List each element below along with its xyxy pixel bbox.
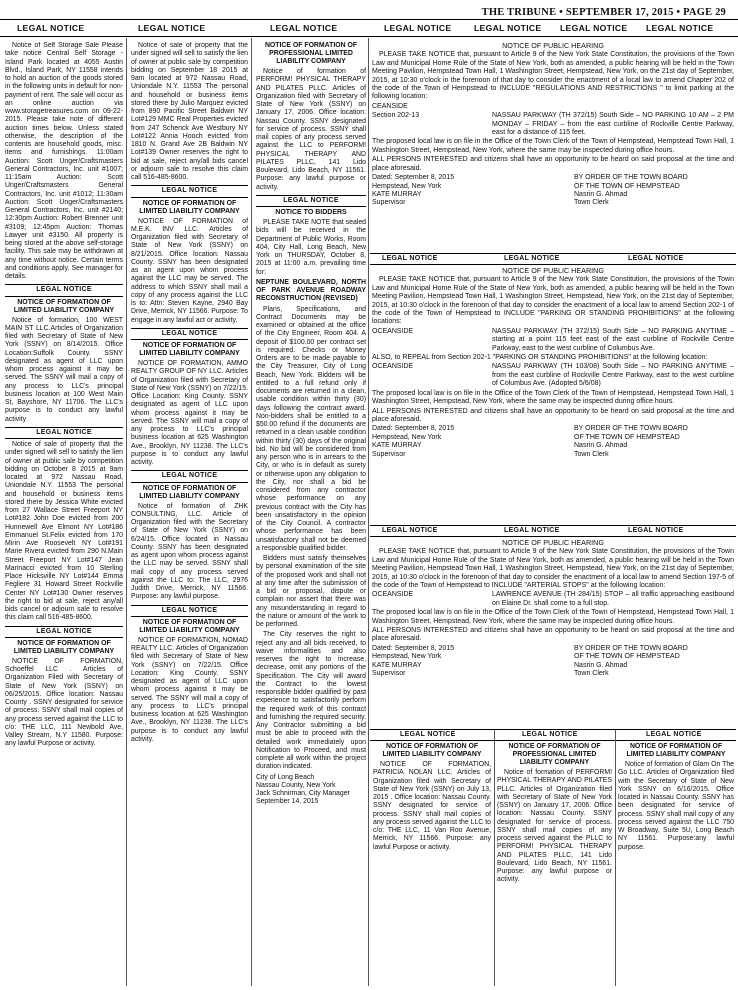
signature-left: Dated: September 8, 2015 Hempstead, New York KATE MURRAY Supervisor bbox=[372, 644, 455, 678]
public-hearing-3 bbox=[372, 538, 734, 728]
hearing-signature bbox=[372, 174, 734, 208]
project-title: NEPTUNE BOULEVARD, NORTH OF PARK AVENUE ROADWAY RECONSTRUCTION (REVISED) bbox=[256, 278, 366, 303]
notice-body: NOTICE OF FORMATION, PATRICIA NOLAN LLC. Articles of Organization filed with Secretary of State of New York (SSNY) on July 13, 2015 . Office location: Nassau County. SSNY designated for service of process. SSNY shall mail copies of any process served against the LLC to c/o: THE LLC, 11 Van Roo Avenue, Merrick, NY 11566. Purpose: any lawful Purpose or activity. bbox=[373, 761, 491, 851]
hearing-closing: ALL PERSONS INTERESTED and citizens shall have an opportunity to be heard on said proposal at the time and place aforesaid. bbox=[372, 156, 734, 172]
signature: City of Long Beach bbox=[256, 773, 315, 781]
header-rule bbox=[0, 19, 738, 20]
legal-notice-label: LEGAL NOTICE bbox=[270, 23, 338, 33]
location-detail: NASSAU PARKWAY (TH 372/15) South Side – NO PARKING 10 AM – 2 PM MONDAY – FRIDAY – from the east curbline of Rockville Centre Parkway, east for a distance of 115 feet. bbox=[492, 112, 734, 137]
header-rule-lower bbox=[0, 36, 738, 37]
legal-notice-label: LEGAL NOTICE bbox=[256, 195, 366, 207]
signature: Jack Schnirman, City Manager bbox=[256, 790, 350, 797]
notice-title: NOTICE OF FORMATION OF LIMITED LIABILITY COMPANY bbox=[13, 298, 115, 314]
location-name: OCEANSIDE bbox=[372, 327, 414, 335]
hearing-body: The proposed local law is on file in the Office of the Town Clerk of the Town of Hempstead, Hempstead Town Hall, 1 Washington Street, Hempstead, New York, where the same may be inspected during office hours. bbox=[372, 389, 734, 406]
notice-title: NOTICE OF FORMATION OF LIMITED LIABILITY COMPANY bbox=[139, 618, 240, 634]
signature-left: Dated: September 8, 2015 Hempstead, New York KATE MURRAY Supervisor bbox=[372, 425, 455, 458]
legal-notice bbox=[131, 185, 248, 325]
location-name: CEANSIDE bbox=[372, 102, 408, 110]
section-rule bbox=[370, 740, 736, 741]
notice-body: Notice of formation, 100 WEST MAIN ST LLC.Articles of Organization filed with Secretary of State of New York (SSNY) on 8/14/2015. Office Location:Suffolk County. SSNY designated as agent of LLC upon whom process against it may be served. The SSNY will mail a copy of any process to LLC's principal business location at 100 West Main St, Bayshore, NY 11706. The LLC's purpose is to conduct any lawful activity bbox=[5, 316, 123, 423]
legal-notice-label: LEGAL NOTICE bbox=[5, 626, 123, 638]
hearing-title: NOTICE OF PUBLIC HEARING bbox=[502, 41, 604, 50]
hearing-location-row bbox=[372, 103, 734, 111]
legal-notice-label: LEGAL NOTICE bbox=[474, 23, 542, 33]
legal-notice bbox=[256, 195, 366, 807]
bottom-notice-1 bbox=[373, 743, 491, 986]
notice-body: Notice of formation of PERFORM! PHYSICAL THERAPY AND PILATES PLLC. Articles of Organization filed with Secretary of State of New York (SSNY) on January 17, 2006. Office location: Nassau County. SSNY designated for service of process. SSNY shall mail copies of any process served against the PLLC to PERFORM! PHYSICAL THERAPY AND PILATES PLLC, 141 Lido Boulevard, Lido Beach, NY 11561. Purpose: any lawful purpose or activity. bbox=[497, 769, 612, 884]
hearing-location-row bbox=[372, 112, 734, 137]
section-rule bbox=[370, 525, 736, 526]
signature-right: BY ORDER OF THE TOWN BOARD OF THE TOWN OF HEMPSTEAD Nasrin G. Ahmad Town Clerk bbox=[574, 174, 688, 207]
legal-notice-label: LEGAL NOTICE bbox=[646, 23, 714, 33]
signature: September 14, 2015 bbox=[256, 798, 319, 806]
notice-title: NOTICE OF FORMATION OF PROFESSIONAL LIMITED LIABILITY COMPANY bbox=[264, 42, 358, 65]
legal-notice-label: LEGAL NOTICE bbox=[646, 731, 702, 738]
legal-notice bbox=[5, 626, 123, 749]
location-name: OCEANSIDE bbox=[372, 363, 414, 371]
location-name: Section 202-13 bbox=[372, 112, 420, 120]
legal-notice bbox=[131, 605, 248, 745]
hearing-location-row bbox=[372, 591, 734, 608]
notice-body: Bidders must satisfy themselves by personal examination of the site of the proposed work and shall not at any time after the submission of a bid or proposal, dispute or complain nor assert that there was any misunderstanding in regard to the nature or amount of the work to be performed. bbox=[256, 555, 366, 628]
legal-notice-label: LEGAL NOTICE bbox=[131, 605, 248, 617]
legal-notice-label-row bbox=[0, 23, 738, 37]
section-rule bbox=[370, 536, 736, 537]
legal-notice bbox=[5, 427, 123, 623]
hearing-intro: PLEASE TAKE NOTICE that, pursuant to Article 9 of the New York State Constitution, the provisions of the Town Law and Municipal Home Rule of the State of New York, both as amended, a public hearing will be held in the Town Meeting Pavilion, Hempstead Town Hall, 1 Washington Street, Hempstead, New York, on the 21st day of September, 2015, at 10:30 o'clock in the forenoon of that day to consider the enactment of a local law to amend Chapter 202 of the code of the Town of Hempstead to INCLUDE "REGULATIONS AND RESTRICTIONS " to limit parking at the following location: bbox=[372, 51, 734, 101]
legal-notice-label: LEGAL NOTICE bbox=[504, 527, 560, 534]
legal-notice-label: LEGAL NOTICE bbox=[382, 255, 438, 262]
hearing-intro: PLEASE TAKE NOTICE that, pursuant to Article 9 of the New York State Constitution, the provisions of the Town Law and Municipal Home Rule of the State of New York, both as amended, a public hearing will be held in the Town Meeting Pavilion, Hempstead Town Hall, 1 Washington Street, Hempstead, New York, on the 21st day of September, 2015, at 10:30 o'clock in the forenoon of that day to consider the enactment of a local law to amend Section 197-5 of the code of the Town of Hempstead to INCLUDE "ARTERIAL STOPS" at the following location: bbox=[372, 548, 734, 590]
hearing-location-row bbox=[372, 363, 734, 388]
notice-body: Notice of sale of property that the under signed will sell to satisfy the lien of owner at public sale by competition bidding on September 18 2015 at 9am located at 972 Nassau Road, Uniondale N.Y. 11553 The personal and household or business items stored there by Julio Marquez evicted from 890 Pacific Street Baldwin NY Lot#129 MMC Real Properties evicted from 247 Schenck Ave Westbury NY Lot#122 Annia Hooch evicted from 1810 N. Grand Ave 2B Baldwin NY Lot#139 Owner reserves the right to bid at sale, reject any/all bids cancel or adjourn sale to resolve this claim call 516-485-8600. bbox=[131, 42, 248, 181]
legal-notice-label: LEGAL NOTICE bbox=[5, 284, 123, 296]
hearing-intro: PLEASE TAKE NOTICE that, pursuant to Article 9 of the New York State Constitution, the provisions of the Town Law and Municipal Home Rule of the State of New York, both as amended, a public hearing will be held in the Town Meeting Pavilion, Hempstead Town Hall, 1 Washington Street, Hempstead, New York, on the 21st day of September, 2015, at 10:30 o'clock in the forenoon of that day to consider the enactment of a local law to amend Section 202-1 of the code of the Town of Hempstead to INCLUDE "PARKING OR STANDING PROHIBITIONS" at the following locations: bbox=[372, 276, 734, 326]
column-divider bbox=[126, 38, 127, 986]
legal-notice-label: LEGAL NOTICE bbox=[522, 731, 578, 738]
notice-body: Notice of formation of ZHK CONSULTING, LLC. Article of Organization filed with the Secretary of State of New York (SSNY) on 6/24/15. Office located in Nassau County. SSNY has been designated as agent upon whom process against the LLC may be served. SSNY shall mail copy of any process served against the LLC to: The LLC, 2976 Judith Drive, Merrick, NY 11566. Purpose: any lawful purpose. bbox=[131, 502, 248, 601]
column-divider bbox=[615, 730, 616, 986]
location-detail: NASSAU PARKWAY (TH 103/08) South Side – NO PARKING ANYTIME – from the east curbline of Rockville Centre Parkway, east to the west curbline of Columbus Ave. (Adopted 5/6/08) bbox=[492, 363, 734, 388]
bottom-notice-2 bbox=[497, 743, 612, 986]
notice-body: PLEASE TAKE NOTE that sealed bids will be received in the Department of Public Works, Room 404, City Hall, Long Beach, New York on THURSDAY, October 8, 2015 at 11:00 a.m. prevailing time for: bbox=[256, 219, 366, 276]
legal-notice bbox=[131, 470, 248, 601]
public-hearing-1 bbox=[372, 41, 734, 252]
legal-notice-label: LEGAL NOTICE bbox=[5, 427, 123, 439]
notice-body: Notice of formation of Glam On The Go LLC. Articles of Organization filed with the Secretary of State of New York SSNY on 6/16/2015. Office located in Nassau County. SSNY has been designated for service of process. SSNY shall mail copy of any process served against the LLC 750 W Broadway, Suite 5U, Long Beach NY 11561. Purpose:any lawful purpose. bbox=[618, 761, 734, 851]
column-divider bbox=[251, 38, 252, 986]
notice-body: NOTICE OF FORMATION of M.E.K. INV LLC. Articles of Organization filed with Secretary of State of New York (SSNY) on 8/21/2015. Office location: Nassau County. SSNY has been designated as an agent upon whom process against the LLC may be served. The address to which SSNY shall mail a copy of any process against the LLC is to: Attn: Steven Kayne, 2940 Bay Drive, Merrick, NY 11566. Purpose: To engage in any lawful act or activity. bbox=[131, 217, 248, 324]
location-detail: LAWRENCE AVENUE (TH 284/15) STOP – all traffic approaching eastbound on Elaine Dr. shall come to a full stop. bbox=[492, 591, 734, 607]
notice-title: NOTICE OF FORMATION OF LIMITED LIABILITY COMPANY bbox=[139, 484, 240, 500]
page-header bbox=[0, 0, 738, 22]
hearing-location-row bbox=[372, 328, 734, 353]
column-divider bbox=[494, 730, 495, 986]
legal-notice-label: LEGAL NOTICE bbox=[17, 23, 85, 33]
section-rule bbox=[370, 729, 736, 730]
public-hearing-2 bbox=[372, 266, 734, 524]
notice-title: NOTICE OF FORMATION OF LIMITED LIABILITY COMPANY bbox=[626, 743, 726, 758]
bottom-notice-3 bbox=[618, 743, 734, 986]
legal-notice bbox=[131, 328, 248, 468]
legal-notice-label: LEGAL NOTICE bbox=[400, 731, 456, 738]
column-divider bbox=[368, 38, 369, 986]
column-1 bbox=[5, 42, 123, 986]
hearing-body: The proposed local law is on file in the Office of the Town Clerk of the Town of Hempstead, Hempstead Town Hall, 1 Washington Street, Hempstead, New York, where the same may be inspected during office hours. bbox=[372, 609, 734, 625]
notice-title: NOTICE OF FORMATION OF PROFESSIONAL LIMITED LIABILITY COMPANY bbox=[508, 743, 601, 766]
legal-notice-label: LEGAL NOTICE bbox=[138, 23, 206, 33]
hearing-body: The proposed local law is on file in the Office of the Town Clerk of the Town of Hempstead, Hempstead Town Hall, 1 Washington Street, Hempstead, New York, where the same may be inspected during office hours. bbox=[372, 138, 734, 154]
notice-body: Notice of formation of PERFORM! PHYSICAL THERAPY AND PILATES PLLC. Articles of Organization filed with Secretary of State of New York (SSNY) on January 17, 2006. Office location: Nassau County. SSNY designated for service of process. SSNY shall mail copies of any process served against the LLC to PERFORM! PHYSICAL THERAPY AND PILATES PLLC, 141 Lido Boulevard, Lido Beach, NY 11561. Purpose: any lawful purpose or activity. bbox=[256, 68, 366, 191]
signature-left: Dated: September 8, 2015 Hempstead, New York KATE MURRAY Supervisor bbox=[372, 174, 455, 207]
notice-body: Notice of Self Storage Sale Please take notice Central Self Storage - Island Park located at 4055 Austin Blvd., Island Park, NY 11558 intends to hold an auction of the goods stored in the following units in default for non-payment of rent. The sale will occur as an online auction via www.storagetreasures.com on 09-22-2015. Please take note of different auction times below. Unless stated otherwise, the description of the contents are household goods, misc. items and furnishings. 11:00am Auction: Scott Unger/Craftsmasters General Contractors, Inc. unit #1007; 11:15am Auction: Scott Unger/Craftsmasters General Contractors, Inc. unit #1012; 11:30am Auction: Scott Unger/Craftsmasters General Contractors, Inc. unit #2140; 12:30pm Auction: Robert Brenner unit #3109; 12:45pm Auction: Thomas Lawyer unit #3150. All property is being stored at the above self-storage facility. This sale may be withdrawn at any time without notice. Certain terms and conditions apply. See manager for details. bbox=[5, 42, 123, 280]
legal-notice bbox=[5, 284, 123, 424]
section-rule bbox=[370, 253, 736, 254]
notice-body: The City reserves the right to reject any and all bids received, to waive informalities and also reserves the right to increase, decrease, omit any portions of the Specification. The City will award the Contract to the lowest responsible bidder qualified by past experience to satisfactorily perform the required work of this contract and furnishing the required security. Any Contractor submitting a bid must be able to proceed with the detailed work immediately upon Notification to Proceed, and must complete all work within the project duration indicated. bbox=[256, 631, 366, 771]
notice-title: NOTICE OF FORMATION OF LIMITED LIABILITY COMPANY bbox=[382, 743, 482, 758]
column-2 bbox=[131, 42, 248, 986]
hearing-also: ALSO, to REPEAL from Section 202-1 "PARKING OR STANDING PROHIBITIONS" at the following location: bbox=[372, 354, 708, 362]
legal-notice-label: LEGAL NOTICE bbox=[628, 255, 684, 262]
location-detail: NASSAU PARKWAY (TH 372/15) South Side – NO PARKING ANYTIME – starting at a point 115 feet east of the east curbline of Rockville Centre Parkway, east to the west curbline of Columbus Ave. bbox=[492, 327, 734, 352]
signature: Nassau County, New York bbox=[256, 781, 336, 789]
location-detail bbox=[492, 103, 734, 111]
signature-right: BY ORDER OF THE TOWN BOARD OF THE TOWN OF HEMPSTEAD Nasrin G. Ahmad Town Clerk bbox=[574, 425, 688, 458]
signature-right: BY ORDER OF THE TOWN BOARD OF THE TOWN OF HEMPSTEAD Nasrin G. Ahmad Town Clerk bbox=[574, 644, 688, 678]
notice-body: Notice of sale of property that the under signed will sell to satisfy the lien of owner at public sale by competition bidding on October 8 2015 at 9am located at 972 Nassau Road, Uniondale N.Y. 11553 The personal and household or business items stored there by Jessica White evicted from 27 Wallace Street Freeport NY Lot#182 John Doe evicted from 200 Hunnewell Ave Elmont NY Lot#186 Emmanuel St.Felix evicted from 170 Mirin Ave Roosevelt NY Lot#191 Marie Rivera evicted from 290 N.Main Street Freeport NY Lot#147 Jean Marinacci evicted from 10 Sterling Place Hicksville NY Lot#144 Emma Fegliere 31 Howard Street Rockville Center NY Lot#130 Owner reserves the right to bid at sale, reject any/all bids cancel or adjourn sale to resolve this claim call 516-485-8600. bbox=[5, 441, 123, 622]
legal-notice-label: LEGAL NOTICE bbox=[504, 255, 560, 262]
hearing-signature bbox=[372, 645, 734, 679]
section-rule bbox=[370, 264, 736, 265]
legal-notice-label: LEGAL NOTICE bbox=[560, 23, 628, 33]
notice-body: NOTICE OF FORMATION, Schoeffel LLC . Articles of Organization Filed with Secretary of State of New York (SSNY) on 06/25/2015. Office location: Nassau County . SSNY designated for service of process. SSNY shall mail copies of any process served against the LLC to c/o: THE LLC, 111 Newbold Ave, Valley Stream, N.Y 11580. Purpose: any lawful Purpose or activity. bbox=[5, 657, 123, 748]
hearing-closing: ALL PERSONS INTERESTED and citizens shall have an opportunity to be heard on said proposal at the time and place aforesaid. bbox=[372, 627, 734, 643]
notice-body: NOTICE OF FORMATION, NOMAD REALTY LLC. Articles of Organization filed with Secretary of State of New York (SSNY) on 7/22/15. Office Location: King County. SSNY designated as agent of LLC upon whom process against it may be served. The SSNY will mail a copy of any process to LLC's principal business location at 625 Washington Ave., Brooklyn, NY 11238. The LLC's purpose is to conduct any lawful activity. bbox=[131, 636, 248, 743]
legal-notice-label: LEGAL NOTICE bbox=[628, 527, 684, 534]
hearing-title: NOTICE OF PUBLIC HEARING bbox=[502, 538, 604, 547]
notice-title: NOTICE OF FORMATION OF LIMITED LIABILITY COMPANY bbox=[139, 342, 240, 357]
masthead-dateline: THE TRIBUNE • SEPTEMBER 17, 2015 • PAGE 29 bbox=[481, 7, 726, 18]
hearing-closing: ALL PERSONS INTERESTED and citizens shall have an opportunity to be heard on said proposal at the time and place aforesaid. bbox=[372, 407, 734, 423]
hearing-title: NOTICE OF PUBLIC HEARING bbox=[502, 266, 604, 275]
legal-notice-label: LEGAL NOTICE bbox=[131, 185, 248, 197]
legal-notice-label: LEGAL NOTICE bbox=[131, 470, 248, 482]
hearing-signature bbox=[372, 425, 734, 459]
notice-title: NOTICE OF FORMATION OF LIMITED LIABILITY COMPANY bbox=[13, 639, 115, 655]
location-name: OCEANSIDE bbox=[372, 591, 414, 599]
notice-body: NOTICE OF FORMATION, AMMO REALTY GROUP OF NY LLC. Articles of Organization filed with Secretary of State of New York (SSNY) on 7/22/15. Office Location: King County. SSNY designated as agent of LLC upon whom process against it may be served. The SSNY will mail a copy of any process to LLC's principal business location at 625 Washington Ave., Brooklyn, NY 11238. The LLC's purpose is to conduct any lawful activity. bbox=[131, 360, 248, 466]
legal-notice-label: LEGAL NOTICE bbox=[131, 328, 248, 340]
notice-title: NOTICE TO BIDDERS bbox=[275, 209, 347, 216]
column-3 bbox=[256, 42, 366, 986]
legal-notice-label: LEGAL NOTICE bbox=[384, 23, 452, 33]
legal-notice-label: LEGAL NOTICE bbox=[382, 527, 438, 534]
notice-title: NOTICE OF FORMATION OF LIMITED LIABILITY COMPANY bbox=[139, 199, 240, 215]
notice-body: Plans, Specifications, and Contract Documents may be examined or obtained at the office of the City Engineer, Room 404. A deposit of $100.00 per contract set is required. Checks or Money Orders are to be made payable to the City Treasurer, City of Long Beach, New York. Bidders will be entitled to a full refund only if documents are returned in a clean, usable condition within thirty (30) days following the contract award. Non-bidders shall be entitled to a $50.00 refund if the documents are returned in a clean usable condition within thirty (30) days of the original bid. No bid will be considered from any person who is in arrears to the City, or who is in default as surety or otherwise upon any obligation to the City, nor shall a bid be considered from any contractor whose performance on any previous contract with the City has been unsatisfactory in the opinion of the City Council. A contractor whose performance has been unsatisfactory shall not be deemed a responsible qualified bidder. bbox=[256, 305, 366, 552]
